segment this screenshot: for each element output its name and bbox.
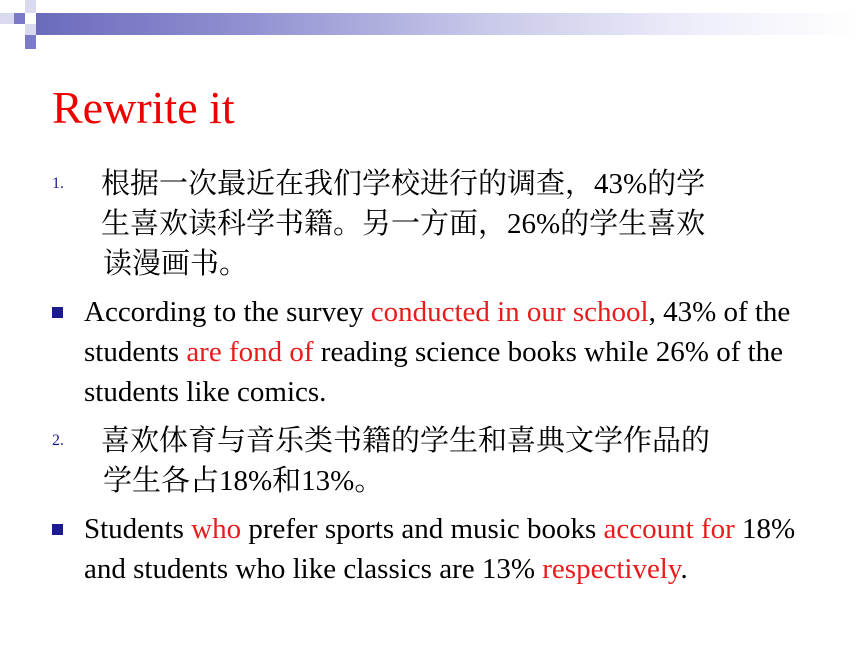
highlight-phrase: respectively — [542, 553, 681, 585]
deco-square-5 — [14, 24, 25, 35]
deco-square-2 — [25, 0, 36, 13]
text-line: 读漫画书。 — [103, 248, 249, 280]
text-line: 生喜欢读科学书籍。另一方面，26%的学生喜欢 — [101, 208, 706, 240]
highlight-phrase: are fond of — [186, 336, 314, 368]
text-segment: , 43% of the students — [84, 296, 791, 368]
text-segment: Students — [84, 513, 192, 545]
slide-title: Rewrite it — [52, 82, 235, 133]
text-segment: reading science books while 26% of the students like comics. — [84, 336, 784, 408]
square-bullet-icon — [52, 307, 63, 318]
highlight-phrase: conducted in our school — [370, 296, 649, 328]
text-line: 根据一次最近在我们学校进行的调查，43%的学 — [101, 168, 706, 200]
chinese-sentence — [101, 164, 806, 284]
item-number: 2. — [52, 432, 64, 449]
text-segment: According to the survey — [84, 296, 371, 328]
deco-square-4 — [25, 24, 36, 35]
english-sentence — [84, 292, 819, 412]
highlight-phrase: who — [191, 513, 242, 545]
english-sentence — [84, 509, 819, 589]
deco-square-3 — [0, 13, 14, 24]
text-line: 学生各占18%和13%。 — [103, 465, 384, 497]
header-gradient-bar — [36, 13, 860, 35]
square-bullet-icon — [52, 524, 63, 535]
text-line: 喜欢体育与音乐类书籍的学生和喜典文学作品的 — [101, 425, 711, 457]
text-segment: 18% and students who like classics are 13% — [84, 513, 796, 585]
text-segment: . — [680, 553, 688, 585]
highlight-phrase: account for — [603, 513, 735, 545]
item-number: 1. — [52, 175, 64, 192]
deco-square-6 — [25, 35, 36, 49]
text-segment: prefer sports and music books — [241, 513, 604, 545]
deco-square-1 — [14, 13, 25, 24]
chinese-sentence — [101, 421, 806, 501]
